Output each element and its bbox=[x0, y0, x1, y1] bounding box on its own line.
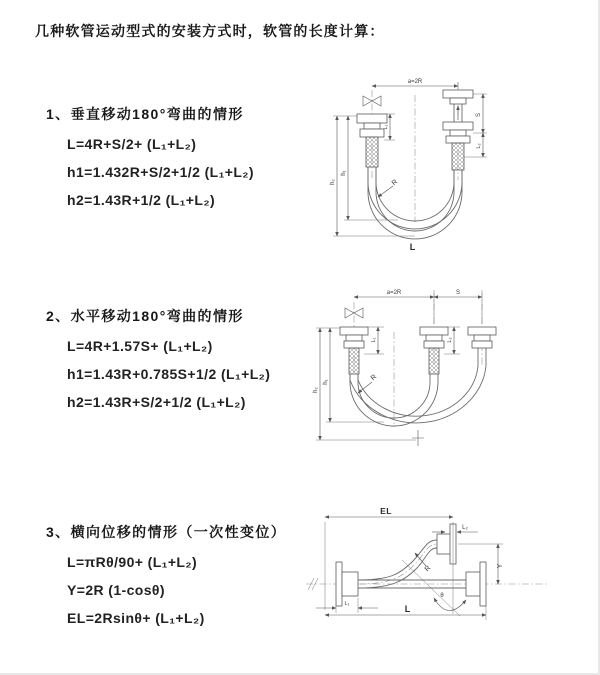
dim-label-y: Y bbox=[497, 563, 504, 569]
dim-label-r: R bbox=[390, 178, 400, 188]
dim-label-h2: h₂ bbox=[313, 387, 319, 393]
braided-hose-section bbox=[349, 348, 359, 374]
left-flange bbox=[336, 562, 358, 606]
formula-line: h1=1.43R+0.785S+1/2 (L₁+L₂) bbox=[67, 366, 271, 382]
left-fitting bbox=[340, 327, 368, 374]
dim-label-l: L bbox=[409, 242, 417, 252]
hose-displaced-position bbox=[358, 524, 456, 588]
dimensions bbox=[316, 506, 504, 620]
dim-label-l1: L₁ bbox=[383, 124, 389, 130]
dim-label-h2: h₂ bbox=[330, 179, 336, 185]
diagram-vertical-180-bend bbox=[298, 70, 588, 255]
dim-label-l1: L₁ bbox=[344, 601, 350, 607]
braided-hose-section bbox=[366, 137, 378, 167]
formula-line: L=4R+S/2+ (L₁+L₂) bbox=[67, 136, 197, 152]
braided-hose-section bbox=[452, 143, 464, 170]
dim-label-a2r: a=2R bbox=[386, 290, 402, 296]
right-fitting-lower bbox=[443, 122, 473, 170]
formula-line: EL=2Rsinθ+ (L₁+L₂) bbox=[67, 610, 205, 626]
middle-fitting bbox=[420, 327, 448, 374]
formula-line: L=4R+1.57S+ (L₁+L₂) bbox=[67, 338, 213, 354]
hose-u-bend bbox=[350, 362, 486, 426]
dim-label-h1: h₁ bbox=[341, 170, 347, 176]
centerlines bbox=[372, 82, 458, 222]
section-1-heading: 1、垂直移动180°弯曲的情形 bbox=[46, 106, 244, 122]
formula-line: h2=1.43R+S/2+1/2 (L₁+L₂) bbox=[67, 394, 246, 410]
section-2-formulas bbox=[67, 332, 270, 416]
dim-label-a2r: a=2R bbox=[407, 79, 423, 85]
section-1-formulas bbox=[67, 130, 254, 214]
section-2-heading: 2、水平移动180°弯曲的情形 bbox=[46, 308, 244, 324]
formula-line: Y=2R (1-cosθ) bbox=[67, 582, 165, 598]
dim-label-h1: h₁ bbox=[323, 379, 329, 385]
formula-line: L=πRθ/90+ (L₁+L₂) bbox=[67, 554, 198, 570]
diagram-lateral-displacement bbox=[298, 502, 598, 657]
dim-label-s: S bbox=[455, 290, 461, 296]
formula-line: h2=1.43R+1/2 (L₁+L₂) bbox=[67, 192, 216, 208]
dim-label-l2: L₂ bbox=[462, 525, 468, 531]
dim-label-r: R bbox=[423, 564, 433, 574]
left-fitting bbox=[357, 114, 387, 167]
dim-label-l2: L₂ bbox=[476, 143, 482, 149]
dim-label-l: L bbox=[404, 604, 412, 614]
formula-line: h1=1.432R+S/2+1/2 (L₁+L₂) bbox=[67, 164, 254, 180]
dim-label-theta: θ bbox=[440, 593, 444, 599]
dim-label-l1: L₁ bbox=[371, 337, 377, 343]
section-3-heading: 3、横向位移的情形（一次性变位） bbox=[46, 524, 287, 540]
page-title: 几种软管运动型式的安装方式时，软管的长度计算： bbox=[35, 23, 385, 39]
section-3-formulas bbox=[67, 548, 205, 632]
diagram-horizontal-180-bend bbox=[308, 282, 598, 457]
dim-label-r: R bbox=[369, 373, 379, 383]
right-fitting-moved bbox=[468, 327, 496, 362]
dim-label-el: EL bbox=[380, 506, 392, 516]
dim-label-s: S bbox=[476, 112, 482, 118]
dim-label-l2: L₂ bbox=[447, 337, 453, 343]
braided-hose-section bbox=[429, 348, 439, 374]
